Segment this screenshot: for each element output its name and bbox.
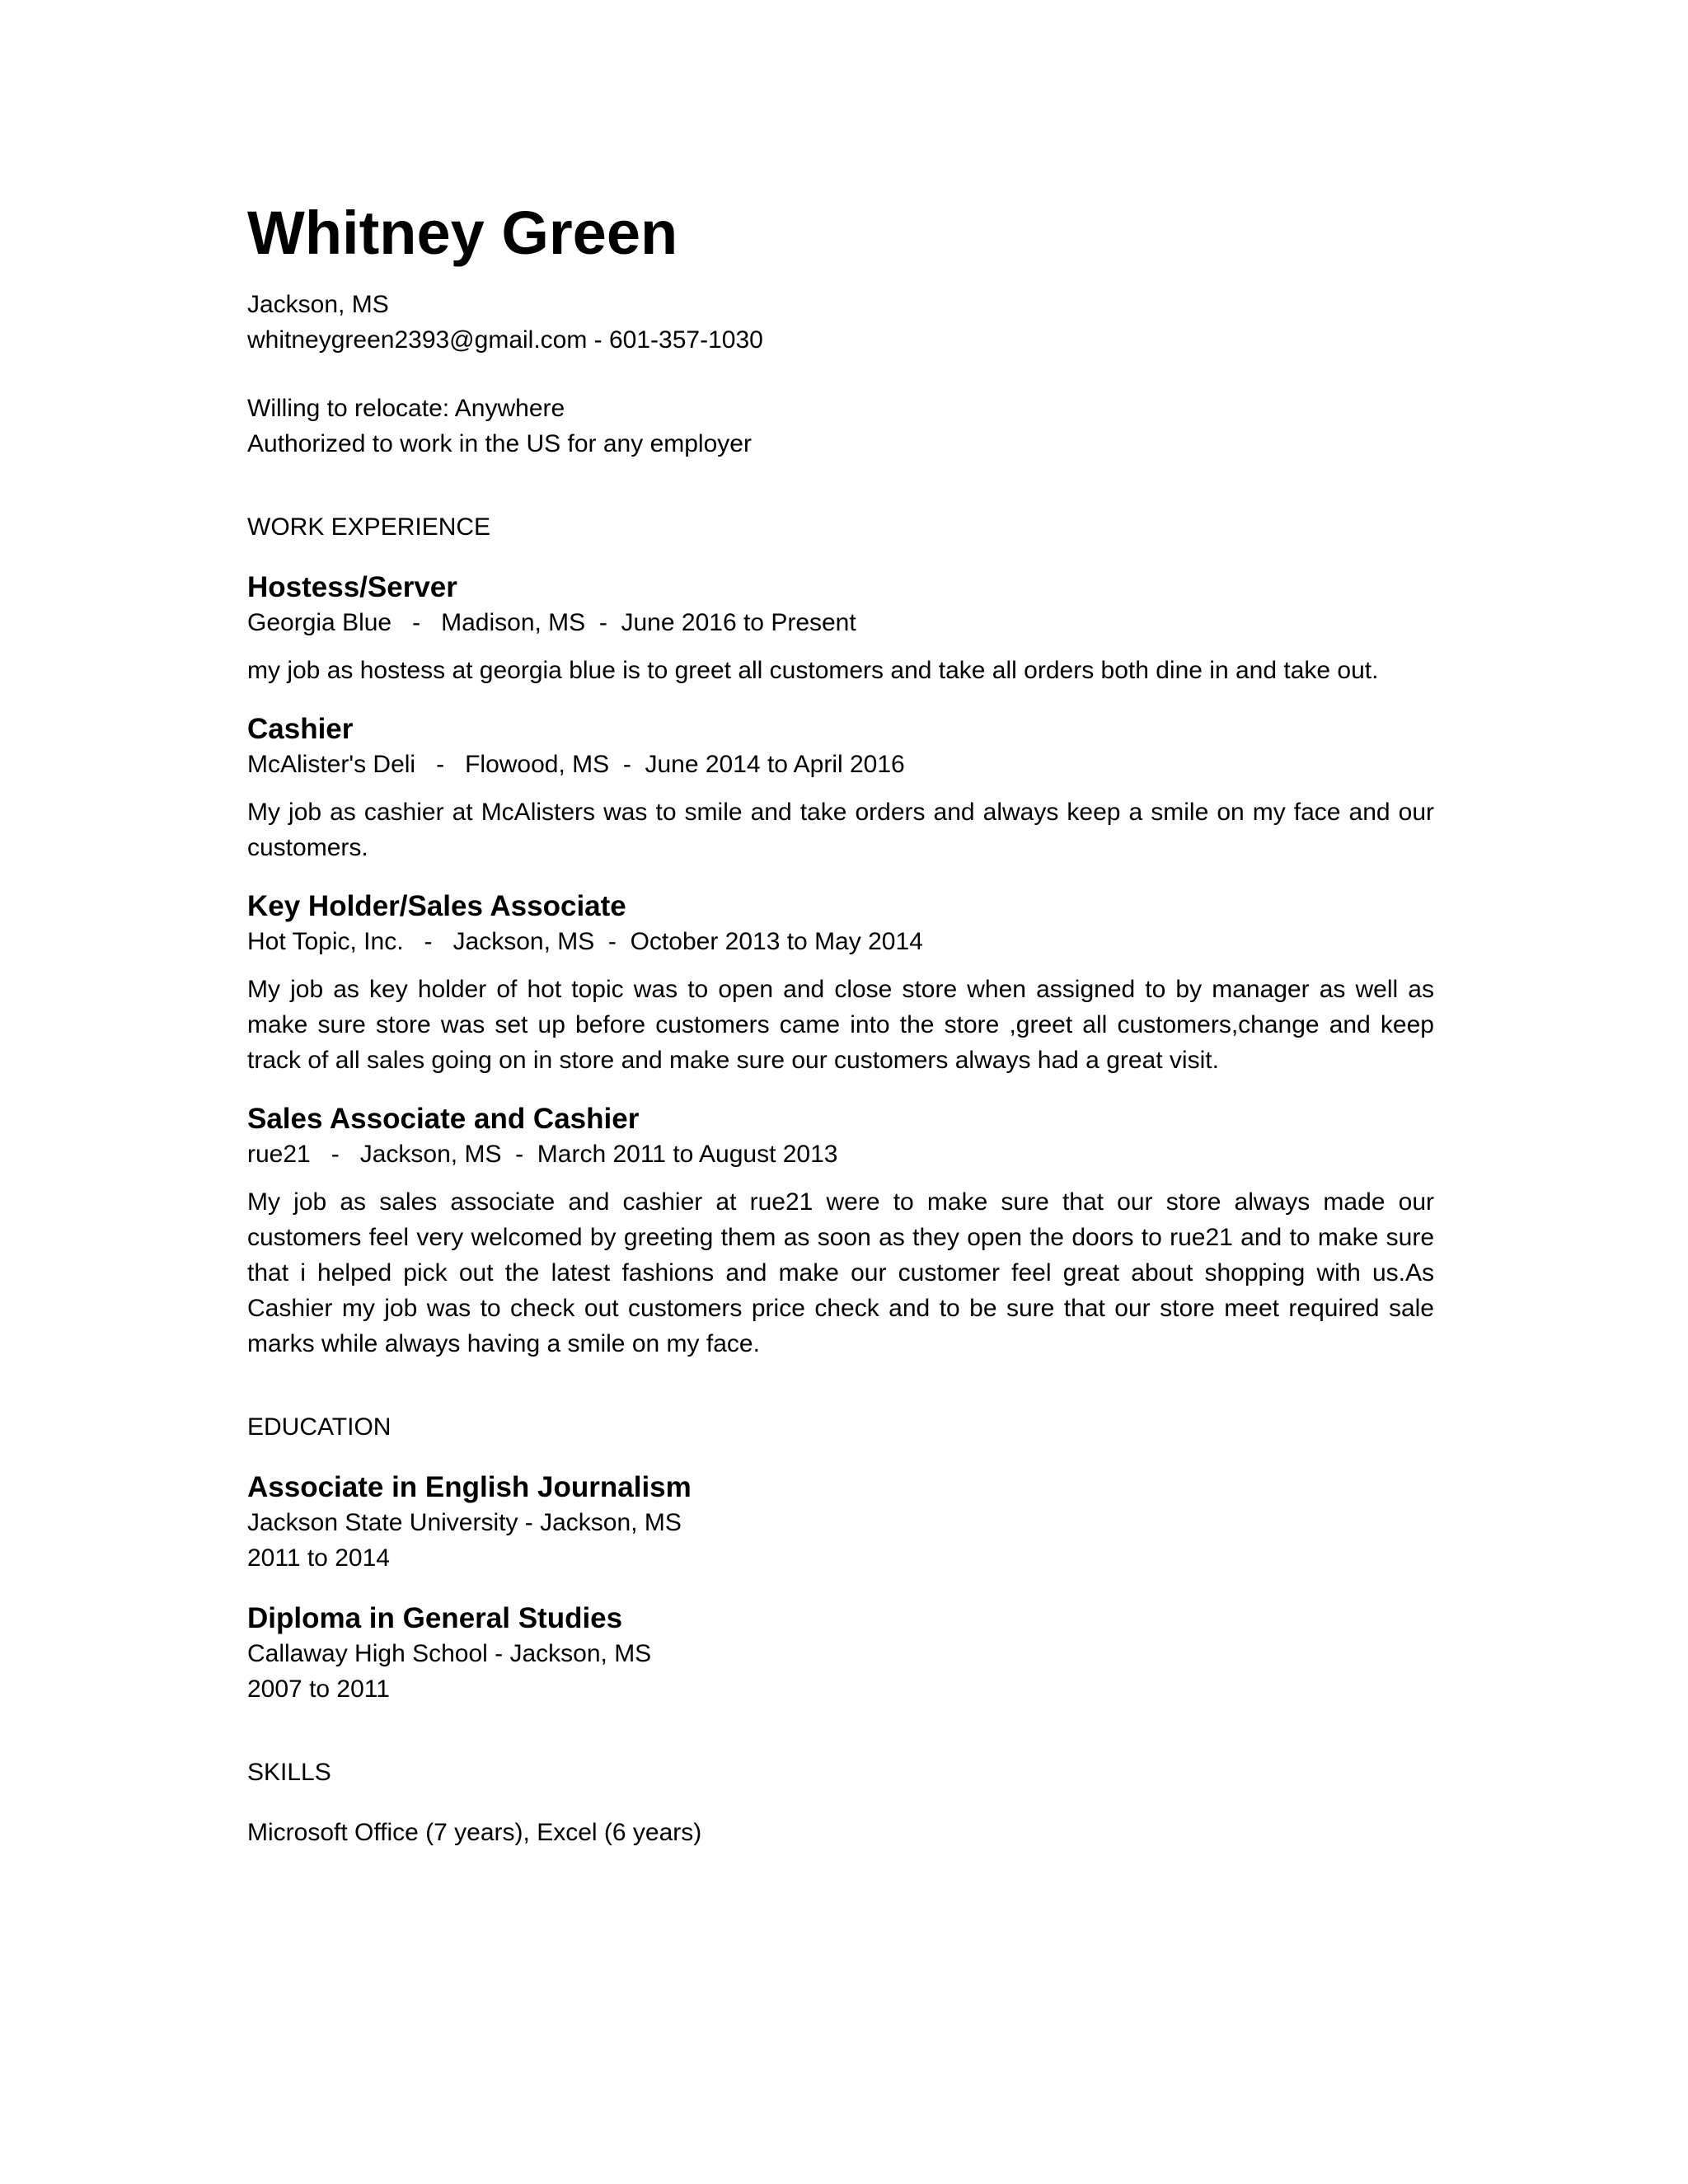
job-title: Key Holder/Sales Associate xyxy=(247,890,626,922)
job-meta: McAlister's Deli - Flowood, MS - June 2014 to April 2016 xyxy=(247,751,905,778)
job-title: Sales Associate and Cashier xyxy=(247,1103,640,1135)
work-authorization: Authorized to work in the US for any employer xyxy=(247,430,752,457)
school-name: Jackson State University - Jackson, MS xyxy=(247,1509,682,1536)
work-experience-heading: WORK EXPERIENCE xyxy=(247,513,491,541)
education-entry xyxy=(247,1601,1434,1707)
degree-title: Associate in English Journalism xyxy=(247,1471,692,1503)
job-entry xyxy=(247,888,1434,1078)
school-name: Callaway High School - Jackson, MS xyxy=(247,1640,652,1667)
job-title: Cashier xyxy=(247,713,354,745)
job-description: My job as cashier at McAlisters was to smile and take orders and always keep a smile on my face and our customers. xyxy=(247,799,1434,861)
location: Jackson, MS xyxy=(247,291,389,318)
job-entry xyxy=(247,711,1434,865)
job-description: My job as key holder of hot topic was to open and close store when assigned to by manager as well as make sure store was set up before customers came into the store ,greet all customers,change and keep track of all sales going on in store and make sure our customers always had a great visit. xyxy=(247,976,1434,1074)
skills-heading: SKILLS xyxy=(247,1759,331,1786)
education-years: 2011 to 2014 xyxy=(247,1544,390,1572)
job-meta: Hot Topic, Inc. - Jackson, MS - October 2013 to May 2014 xyxy=(247,928,923,955)
candidate-name: Whitney Green xyxy=(247,199,678,267)
degree-title: Diploma in General Studies xyxy=(247,1602,623,1634)
job-description: my job as hostess at georgia blue is to greet all customers and take all orders both dine in and take out. xyxy=(247,657,1379,684)
skills-list: Microsoft Office (7 years), Excel (6 years) xyxy=(247,1819,702,1846)
relocation-preference: Willing to relocate: Anywhere xyxy=(247,395,565,422)
job-entry xyxy=(247,569,1434,688)
contact-info: whitneygreen2393@gmail.com - 601-357-1030 xyxy=(247,326,763,354)
education-heading: EDUCATION xyxy=(247,1413,392,1441)
education-entry xyxy=(247,1469,1434,1576)
job-description: My job as sales associate and cashier at rue21 were to make sure that our store always made our customers feel very welcomed by greeting them as soon as they open the doors to rue21 and to make sure that i helped pick out the latest fashions and make our customer feel great about shopping with us.As Cashier my job was to check out customers price check and to be sure that our store meet required sale marks while always having a smile on my face. xyxy=(247,1188,1434,1357)
education-years: 2007 to 2011 xyxy=(247,1675,390,1703)
job-entry xyxy=(247,1101,1434,1361)
job-meta: rue21 - Jackson, MS - March 2011 to August 2013 xyxy=(247,1141,838,1168)
resume-content xyxy=(247,198,1434,1850)
job-title: Hostess/Server xyxy=(247,571,457,603)
job-meta: Georgia Blue - Madison, MS - June 2016 to Present xyxy=(247,609,856,636)
